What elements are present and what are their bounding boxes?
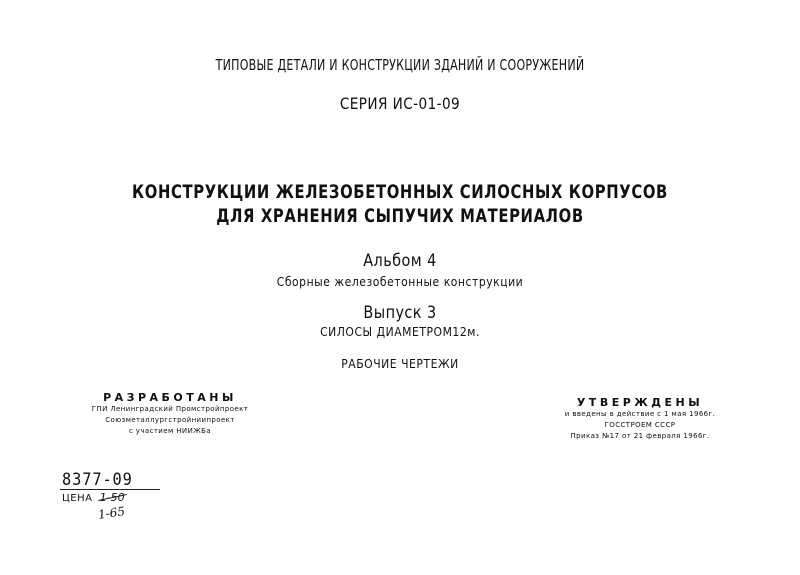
price-label: ЦЕНА — [62, 493, 93, 504]
document-title-line-2: ДЛЯ ХРАНЕНИЯ СЫПУЧИХ МАТЕРИАЛОВ — [216, 205, 584, 227]
document-code-block — [62, 470, 172, 490]
series-title: ТИПОВЫЕ ДЕТАЛИ И КОНСТРУКЦИИ ЗДАНИЙ И СООРУЖЕНИЙ — [215, 56, 585, 74]
approved-heading: УТВЕРЖДЕНЫ — [576, 396, 704, 409]
developed-block — [60, 391, 280, 437]
approved-block — [520, 396, 760, 442]
series-code: СЕРИЯ ИС-01-09 — [339, 94, 461, 113]
issue-subtitle: СИЛОСЫ ДИАМЕТРОМ12м. — [320, 325, 480, 339]
approved-line-2: ГОССТРОЕМ СССР — [604, 421, 676, 429]
price-new-handwritten: 1-65 — [97, 504, 126, 522]
album-subtitle: Сборные железобетонные конструкции — [276, 275, 524, 289]
code-underline — [60, 489, 160, 490]
album-label: Альбом 4 — [363, 251, 437, 271]
developed-org-1: ГПИ Ленинградский Промстройпроект — [91, 405, 249, 413]
developed-org-2: Союзметаллургстройниипроект — [105, 416, 235, 424]
developed-heading: РАЗРАБОТАНЫ — [103, 391, 237, 404]
drawings-label: РАБОЧИЕ ЧЕРТЕЖИ — [341, 357, 459, 371]
issue-label: Выпуск 3 — [363, 303, 437, 323]
approved-line-1: и введены в действие с 1 мая 1966г. — [564, 410, 716, 418]
document-title-line-1: КОНСТРУКЦИИ ЖЕЛЕЗОБЕТОННЫХ СИЛОСНЫХ КОРПУСОВ — [132, 181, 668, 203]
developed-org-3: с участием НИИЖБа — [128, 427, 212, 435]
price-row — [62, 491, 125, 504]
document-code: 8377-09 — [62, 470, 133, 490]
approved-line-3: Приказ №17 от 21 февраля 1966г. — [570, 432, 710, 440]
price-old: 1-50 — [99, 491, 125, 504]
